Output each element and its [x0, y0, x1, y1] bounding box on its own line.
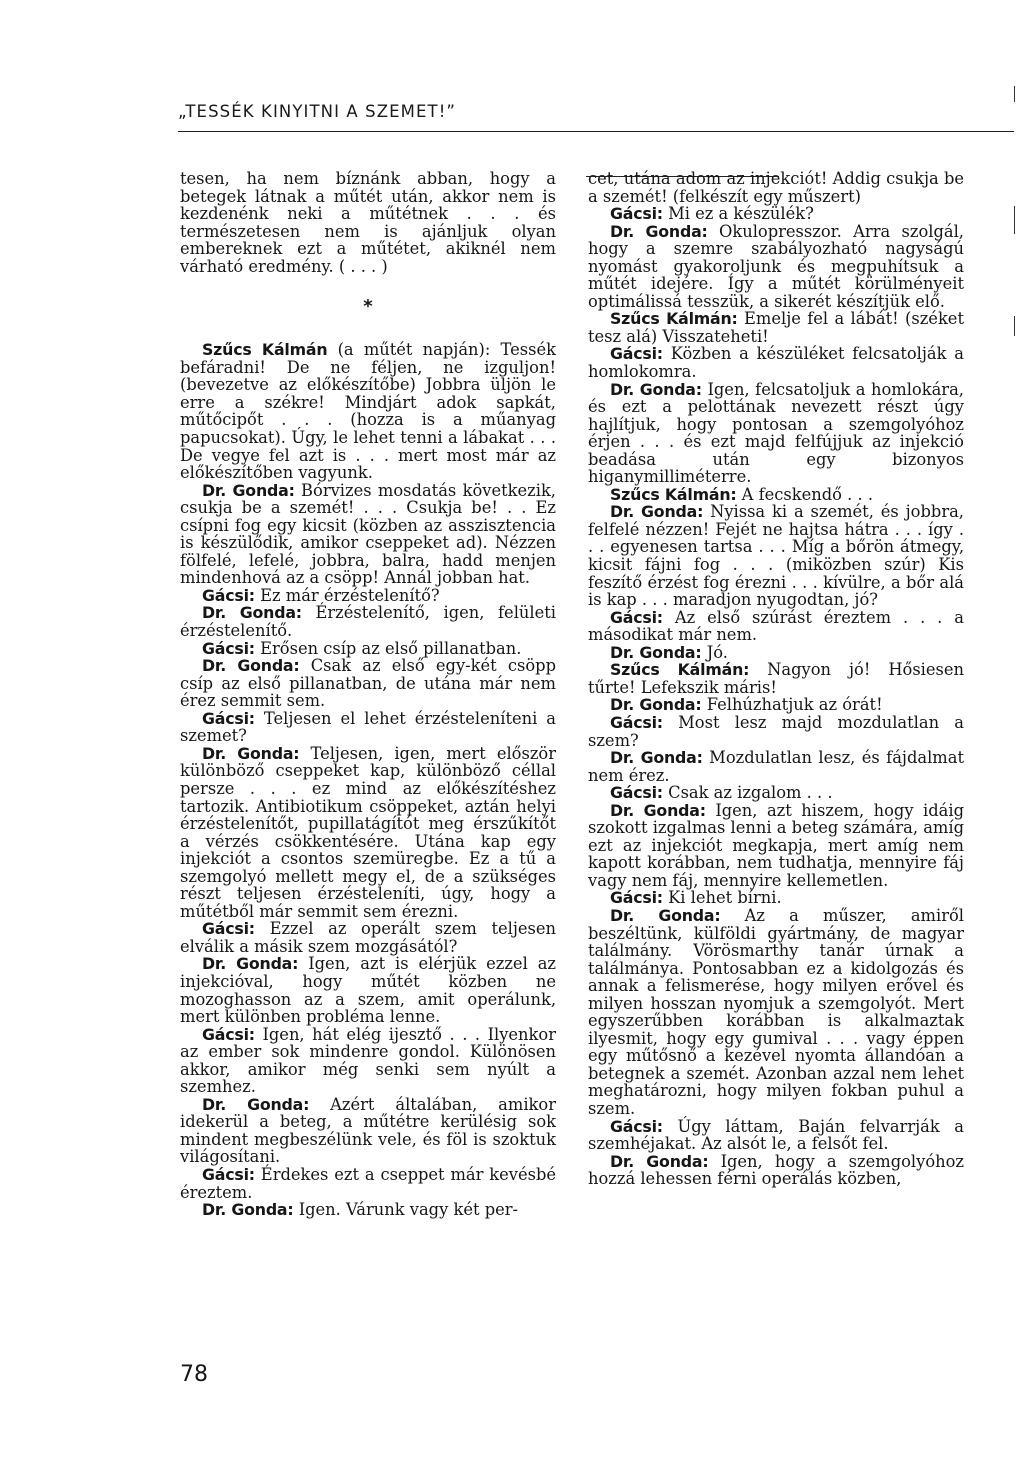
- paragraph-text: Csak az izgalom . . .: [662, 783, 833, 803]
- speaker-name: Gácsi:: [202, 1024, 255, 1044]
- speaker-name: Gácsi:: [202, 638, 255, 658]
- edge-mark: [1014, 86, 1015, 102]
- speaker-name: Gácsi:: [610, 607, 663, 627]
- paragraph-text: Az a műszer, amiről beszéltünk, külföldi gyártmány, de magyar találmány. Vörösmarthy tanár úrnak a találmánya. Pontosabban ez a kidolgozás és annak a felismerése, hogy milyen erővel és milyen hosszan nyomjuk a szemgolyót. Mert egyszerűbben korábban is alkalmaztak ilyesmit, hogy egy gumival . . . vagy éppen egy műtősnő a kezével nyomta állandóan a betegnek a szemét. Azonban azzal nem lehet meghatározni, hogy milyen fokban puhul a szem.: [588, 905, 964, 1118]
- paragraph: [588, 170, 964, 205]
- paragraph-text: Igen, felcsatoljuk a homlokára, és ezt a pelottának nevezett részt úgy hajlítjuk, hogy pontosan a szemgolyóhoz érjen . . . és ezt majd felfújjuk az injekció beadása után egy bizonyos higanymilliméterre.: [588, 379, 964, 487]
- paragraph-text: A fecskendő . . .: [736, 484, 873, 504]
- running-header: „TESSÉK KINYITNI A SZEMET!”: [178, 102, 457, 121]
- paragraph: [588, 310, 964, 345]
- paragraph: [588, 381, 964, 486]
- paragraph: [588, 889, 964, 907]
- speaker-name: Dr. Gonda:: [202, 1200, 294, 1220]
- paragraph: [588, 1153, 964, 1188]
- left-column: [180, 170, 556, 1219]
- paragraph: [180, 1096, 556, 1166]
- paragraph: [180, 1026, 556, 1096]
- paragraph-text: Jó.: [701, 642, 728, 662]
- speaker-name: Gácsi:: [202, 585, 255, 605]
- paragraph: [588, 1118, 964, 1153]
- paragraph-text: Ki lehet bírni.: [662, 888, 782, 908]
- speaker-name: Gácsi:: [610, 712, 663, 732]
- speaker-name: Dr. Gonda:: [202, 603, 302, 623]
- right-column: [588, 170, 964, 1188]
- paragraph: [180, 745, 556, 920]
- speaker-name: Dr. Gonda:: [202, 656, 300, 676]
- paragraph-text: Teljesen el lehet érzésteleníteni a szemet?: [180, 708, 556, 746]
- paragraph: [588, 749, 964, 784]
- edge-mark: [1014, 206, 1015, 234]
- paragraph: [588, 661, 964, 696]
- paragraph-text: Igen, azt hiszem, hogy idáig szokott izgalmas lenni a beteg számára, amíg ezt az injekciót megkapja, mert amíg nem kapott korábban, nem tudhatja, mennyire fáj vagy nem fáj, mennyire kellemetlen.: [588, 800, 964, 890]
- paragraph-text: Ez már érzéstelenítő?: [254, 585, 440, 605]
- paragraph: [180, 955, 556, 1025]
- paragraph-text: Igen, hogy a szemgolyóhoz hozzá lehessen férni operálás közben,: [588, 1151, 964, 1189]
- speaker-name: Gácsi:: [202, 708, 255, 728]
- header-rule: [178, 131, 1014, 132]
- paragraph: [588, 784, 964, 802]
- paragraph-text: Okulopresszor. Arra szolgál, hogy a szemre szabályozható nagyságú nyomást gyakoroljunk és megpuhítsuk a műtét idejére. Így a műtét körülményeit optimálissá tesszük, a sikerét készítjük elő.: [588, 221, 964, 311]
- paragraph-text: Ezzel az operált szem teljesen elválik a másik szem mozgásától?: [180, 919, 556, 956]
- paragraph: [588, 907, 964, 1118]
- paragraph: [588, 223, 964, 311]
- paragraph-text: Mozdulatlan lesz, és fájdalmat nem érez.: [588, 748, 964, 785]
- paragraph: [180, 1201, 556, 1219]
- paragraph: [588, 802, 964, 890]
- speaker-name: Gácsi:: [202, 919, 255, 939]
- speaker-name: Gácsi:: [610, 783, 663, 803]
- speaker-name: Dr. Gonda:: [610, 905, 721, 925]
- paragraph: [588, 714, 964, 749]
- paragraph-text: Igen. Várunk vagy két per-: [293, 1200, 519, 1220]
- paragraph-text: Érdekes ezt a cseppet már kevésbé éreztem.: [180, 1164, 556, 1202]
- speaker-name: Szűcs Kálmán:: [610, 660, 750, 680]
- paragraph-text: Igen, hát elég ijesztő . . . Ilyenkor az ember sok mindenre gondol. Különösen akkor, amikor még senki sem nyúlt a szemhez.: [180, 1024, 556, 1097]
- paragraph-text: Felhúzhatjuk az órát!: [701, 695, 883, 715]
- paragraph: [588, 486, 964, 504]
- speaker-name: Dr. Gonda:: [610, 221, 708, 241]
- paragraph-text: Bórvizes mosdatás következik, csukja be a szemét! . . . Csukja be! . . Ez csípni fog egy kicsit (közben az asszisztencia is készülődik, amikor cseppeket ad). Nézzen fölfelé, lefelé, jobbra, balra, hadd menjen mindenhová az a csöpp! Annál jobban hat.: [180, 480, 556, 588]
- speaker-name: Dr. Gonda:: [202, 743, 300, 763]
- speaker-name: Gácsi:: [202, 1164, 255, 1184]
- paragraph-text: Erősen csíp az első pillanatban.: [254, 638, 522, 658]
- paragraph: [180, 657, 556, 710]
- paragraph: [180, 604, 556, 639]
- speaker-name: Dr. Gonda:: [202, 1094, 310, 1114]
- speaker-name: Gácsi:: [610, 344, 663, 364]
- paragraph-text: Emelje fel a lábát! (széket tesz alá) Visszateheti!: [588, 309, 964, 346]
- paragraph: [588, 609, 964, 644]
- paragraph-text: Nagyon jó! Hősiesen tűrte! Lefekszik máris!: [588, 660, 964, 697]
- paragraph: [180, 587, 556, 605]
- speaker-name: Dr. Gonda:: [202, 480, 295, 500]
- paragraph: [180, 341, 556, 481]
- paragraph: [180, 482, 556, 587]
- speaker-name: Szűcs Kálmán: [202, 340, 328, 360]
- paragraph-text: Csak az első egy-két csöpp csíp az első pillanatban, de utána már nem érez semmit sem.: [180, 656, 556, 711]
- speaker-name: Dr. Gonda:: [610, 800, 706, 820]
- speaker-name: Gácsi:: [610, 1116, 663, 1136]
- paragraph-text: Most lesz majd mozdulatlan a szem?: [588, 712, 964, 750]
- paragraph-text: *: [363, 296, 373, 318]
- paragraph-text: Azért általában, amikor idekerül a beteg, a műtétre kerülésig sok mindent megbeszélünk vele, és föl is szoktuk világosítani.: [180, 1094, 556, 1167]
- paragraph: [588, 644, 964, 662]
- paragraph-text: Úgy láttam, Baján felvarrják a szemhéjakat. Az alsót le, a felsőt fel.: [588, 1116, 964, 1154]
- speaker-name: Dr. Gonda:: [610, 642, 702, 662]
- speaker-name: Dr. Gonda:: [610, 379, 702, 399]
- speaker-name: Szűcs Kálmán:: [610, 309, 738, 329]
- speaker-name: Gácsi:: [610, 888, 663, 908]
- paragraph-text: Az első szúrást éreztem . . . a másodikat már nem.: [588, 607, 964, 645]
- speaker-name: Dr. Gonda:: [610, 748, 703, 768]
- speaker-name: Dr. Gonda:: [202, 954, 299, 974]
- paragraph-text: Mi ez a készülék?: [662, 204, 814, 224]
- paragraph-text: Teljesen, igen, mert először különböző cseppeket kap, különböző céllal persze . . . ez mind az előkészítéshez tartozik. Antibiotikum csöppeket, aztán helyi érzéstelenítőt, pupillatágítót meg érszűkítőt a vérzés csökkentésére. Utána kap egy injekciót a csontos szemüregbe. Ez a tű a szemgolyó mellett megy el, de a szükséges részt teljesen érzésteleníti, úgy, hogy a műtétből már semmit sem érezni.: [180, 743, 556, 921]
- paragraph-text: Közben a készüléket felcsatolják a homlokomra.: [588, 344, 964, 382]
- speaker-name: Szűcs Kálmán:: [610, 484, 737, 504]
- section-separator: [180, 298, 556, 316]
- paragraph: [180, 920, 556, 955]
- paragraph: [180, 710, 556, 745]
- edge-mark: [1014, 316, 1015, 336]
- paragraph-text: Nyissa ki a szemét, és jobbra, felfelé nézzen! Fejét ne hajtsa hátra . . . így . . . egyenesen tartsa . . . Míg a bőrön átmegy, kicsit fájni fog . . . (miközben szúr) Kis feszítő érzést fog érezni . . . kívülre, a bőr alá is kap . . . maradjon nyugodtan, jó?: [588, 502, 964, 610]
- paragraph: [180, 640, 556, 658]
- paragraph-text: Érzéstelenítő, igen, felületi érzéstelenítő.: [180, 603, 556, 641]
- paragraph-text: Igen, azt is elérjük ezzel az injekcióval, hogy műtét közben ne mozoghasson az a szem, amit operálunk, mert különben probléma lenne.: [180, 954, 556, 1027]
- paragraph: [588, 696, 964, 714]
- paragraph-text: cet, utána adom az injekciót! Addig csukja be a szemét! (felkészít egy műszert): [588, 169, 964, 206]
- paragraph-text: (a műtét napján): Tessék befáradni! De ne féljen, ne izguljon! (bevezetve az előkészítőbe) Jobbra üljön le erre a székre! Mindjárt adok sapkát, műtőcipőt . . . (hozza is a műanyag papucsokat). Úgy, le lehet tenni a lábakat . . . De vegye fel azt is . . . mert most már az előkészítőben vagyunk.: [180, 340, 556, 483]
- paragraph: [588, 205, 964, 223]
- paragraph-text: tesen, ha nem bíznánk abban, hogy a betegek látnak a műtét után, akkor nem is kezdenénk neki a műtétnek . . . és természetesen nem is ajánljuk olyan embereknek ezt a műtétet, akiknél nem várható eredmény. ( . . . ): [180, 169, 556, 276]
- speaker-name: Dr. Gonda:: [610, 502, 704, 522]
- speaker-name: Dr. Gonda:: [610, 695, 702, 715]
- paragraph: [180, 1166, 556, 1201]
- paragraph: [588, 503, 964, 608]
- paragraph: [180, 170, 556, 275]
- paragraph: [588, 345, 964, 380]
- page-number: 78: [180, 1362, 208, 1387]
- speaker-name: Gácsi:: [610, 204, 663, 224]
- speaker-name: Dr. Gonda:: [610, 1151, 709, 1171]
